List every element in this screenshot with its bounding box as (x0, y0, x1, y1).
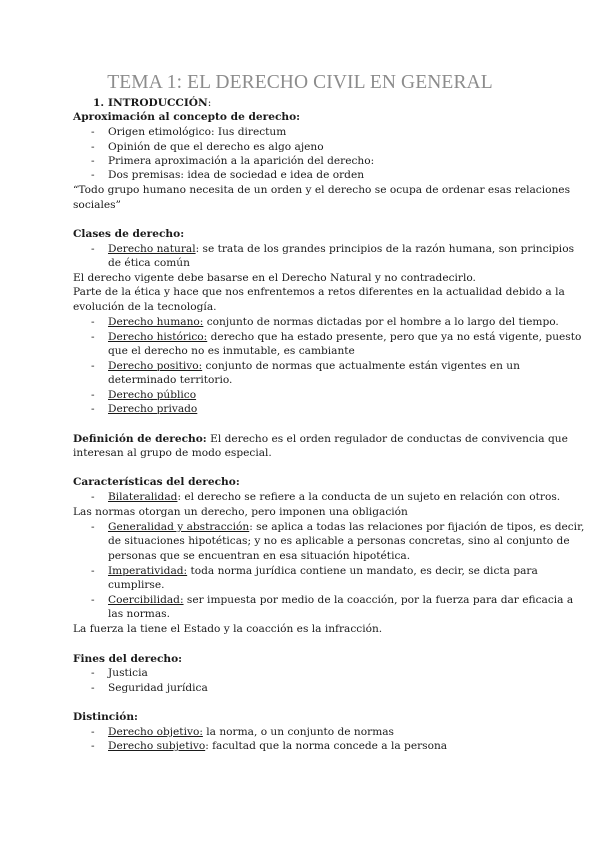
list-item-continuation: de situaciones hipotéticas; y no es aplicable a personas concretas, sino al conjunto de (108, 535, 570, 547)
list-item: Derecho humano: conjunto de normas dictadas por el hombre a lo largo del tiempo. (108, 316, 559, 328)
aprox-heading: Aproximación al concepto de derecho: (73, 111, 301, 123)
bullet-dash: - (91, 360, 95, 372)
list-item-continuation: las normas. (108, 608, 170, 620)
list-item-continuation: que el derecho no es inmutable, es cambiante (108, 345, 355, 357)
definition-line: interesan al grupo de modo especial. (73, 447, 272, 459)
list-item: Dos premisas: idea de sociedad e idea de orden (108, 169, 365, 181)
list-item: Derecho positivo: conjunto de normas que actualmente están vigentes en un (108, 360, 520, 372)
list-item: Generalidad y abstracción: se aplica a todas las relaciones por fijación de tipos, es decir, (108, 521, 585, 533)
list-item: Origen etimológico: Ius directum (108, 126, 287, 138)
paragraph: Parte de la ética y hace que nos enfrentemos a retos diferentes en la actualidad debido a la (73, 286, 565, 298)
paragraph: evolución de la tecnología. (73, 301, 217, 313)
list-item: Derecho objetivo: la norma, o un conjunto de normas (108, 726, 394, 738)
distincion-heading: Distinción: (73, 711, 138, 723)
bullet-dash: - (91, 389, 95, 401)
bullet-dash: - (91, 316, 95, 328)
definition-line: Definición de derecho: El derecho es el orden regulador de conductas de convivencia que (73, 433, 568, 445)
list-item: Seguridad jurídica (108, 682, 208, 694)
list-item-continuation: determinado territorio. (108, 374, 233, 386)
quote-line: sociales” (73, 199, 121, 211)
caracteristicas-heading: Características del derecho: (73, 476, 240, 488)
bullet-dash: - (91, 331, 95, 343)
clases-heading: Clases de derecho: (73, 228, 185, 240)
bullet-dash: - (91, 243, 95, 255)
list-item: Derecho natural: se trata de los grandes principios de la razón humana, son principios (108, 243, 575, 255)
list-item-continuation: cumplirse. (108, 579, 165, 591)
list-item-continuation: personas que se encuentran en esa situación hipotética. (108, 550, 411, 562)
list-item: Justicia (108, 667, 148, 679)
bullet-dash: - (91, 521, 95, 533)
list-item: Derecho público (108, 389, 197, 401)
bullet-dash: - (91, 126, 95, 138)
list-item: Opinión de que el derecho es algo ajeno (108, 141, 324, 153)
bullet-dash: - (91, 740, 95, 752)
list-item: Derecho subjetivo: facultad que la norma concede a la persona (108, 740, 448, 752)
bullet-dash: - (91, 141, 95, 153)
list-item: Imperatividad: toda norma jurídica contiene un mandato, es decir, se dicta para (108, 565, 538, 577)
page-title: TEMA 1: EL DERECHO CIVIL EN GENERAL (107, 72, 493, 93)
section-heading: INTRODUCCIÓN: (108, 97, 212, 109)
quote-line: “Todo grupo humano necesita de un orden y el derecho se ocupa de ordenar esas relaciones (73, 184, 571, 196)
list-item: Derecho privado (108, 403, 198, 415)
paragraph: La fuerza la tiene el Estado y la coacción es la infracción. (73, 623, 383, 635)
bullet-dash: - (91, 726, 95, 738)
bullet-dash: - (91, 403, 95, 415)
list-item: Bilateralidad: el derecho se refiere a la conducta de un sujeto en relación con otros. (108, 491, 561, 503)
list-item: Derecho histórico: derecho que ha estado presente, pero que ya no está vigente, puesto (108, 331, 582, 343)
paragraph: Las normas otorgan un derecho, pero imponen una obligación (73, 506, 408, 518)
bullet-dash: - (91, 594, 95, 606)
fines-heading: Fines del derecho: (73, 653, 183, 665)
bullet-dash: - (91, 491, 95, 503)
bullet-dash: - (91, 682, 95, 694)
list-item-continuation: de ética común (108, 257, 190, 269)
bullet-dash: - (91, 155, 95, 167)
list-item: Coercibilidad: ser impuesta por medio de la coacción, por la fuerza para dar eficacia a (108, 594, 574, 606)
paragraph: El derecho vigente debe basarse en el Derecho Natural y no contradecirlo. (73, 272, 476, 284)
list-item: Primera aproximación a la aparición del derecho: (108, 155, 375, 167)
bullet-dash: - (91, 667, 95, 679)
section-number: 1. (93, 97, 105, 109)
bullet-dash: - (91, 169, 95, 181)
bullet-dash: - (91, 565, 95, 577)
